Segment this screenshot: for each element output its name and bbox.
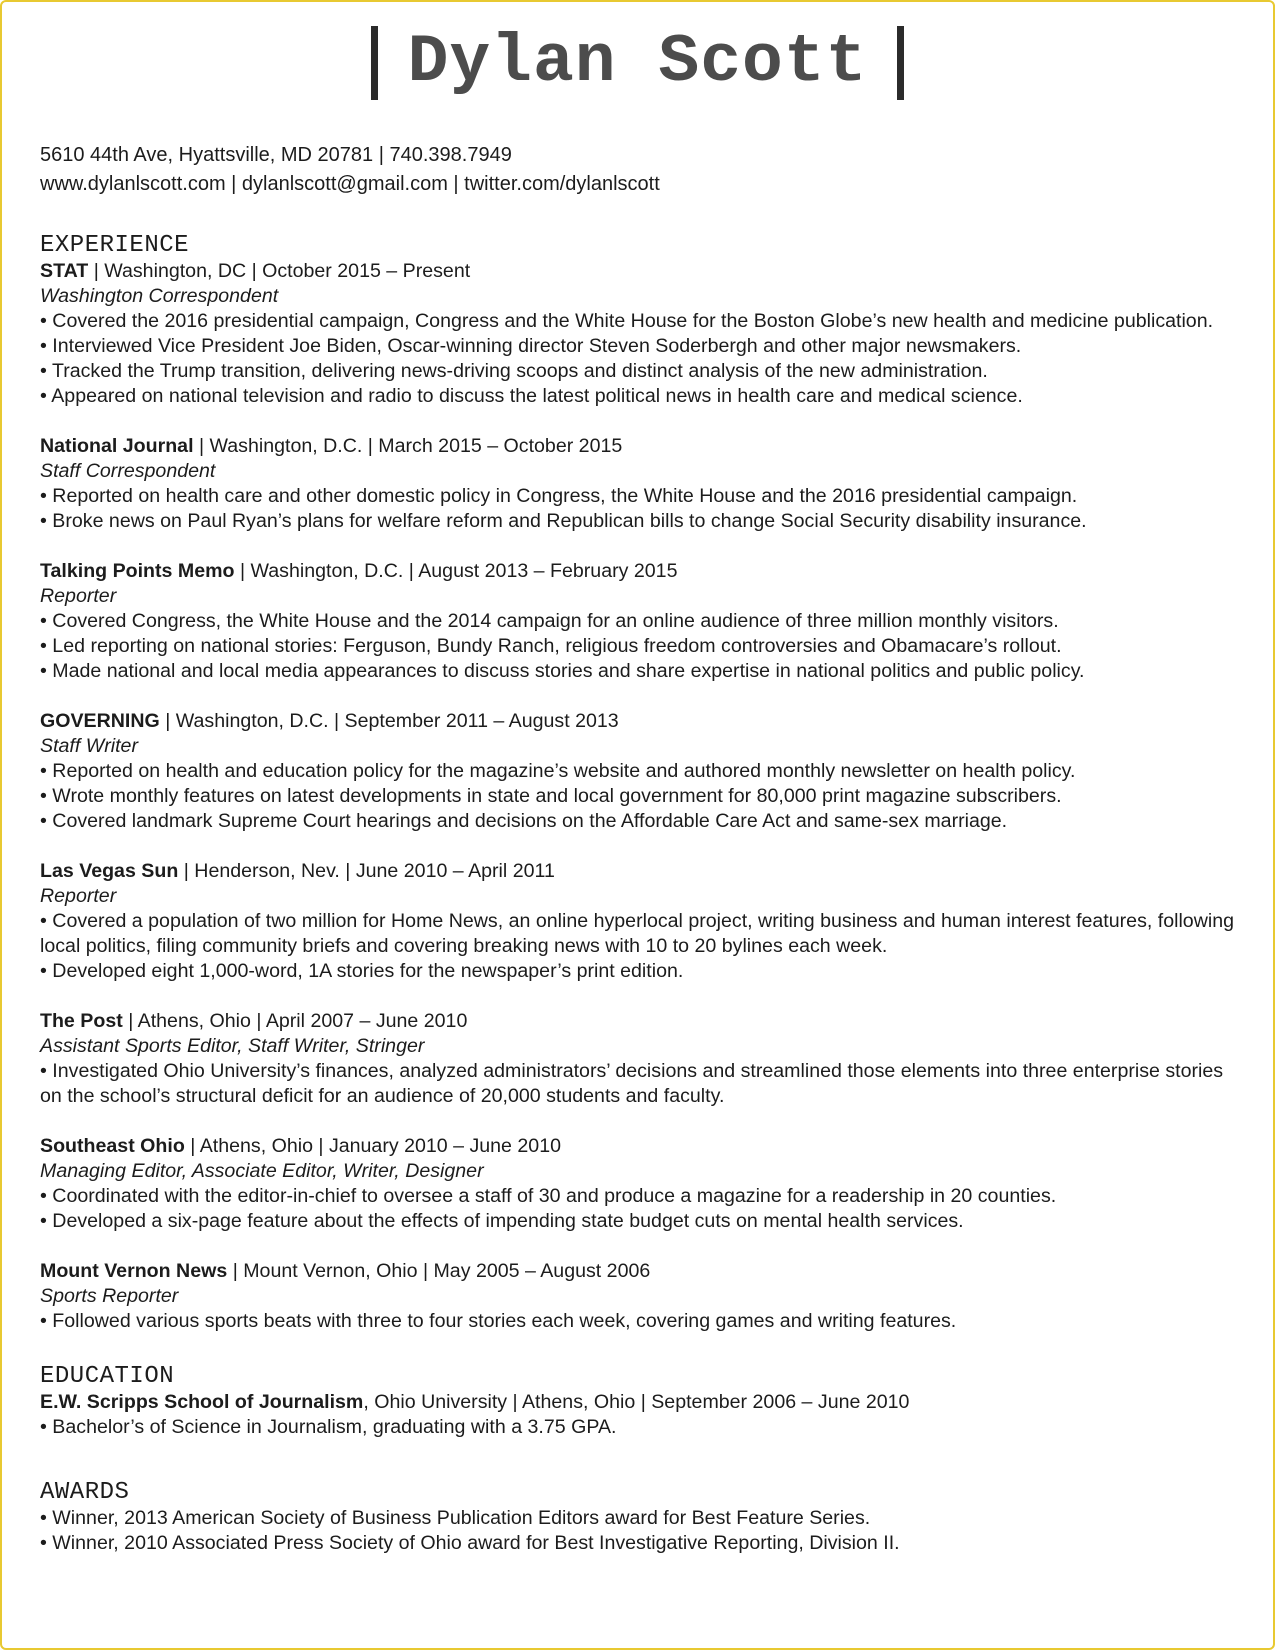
- job-title: Staff Writer: [40, 735, 138, 757]
- education-section: [40, 1364, 1245, 1440]
- job-title: Staff Correspondent: [40, 460, 216, 482]
- education-heading: EDUCATION: [40, 1363, 175, 1390]
- bullet-item: • Covered a population of two million for Home News, an online hyperlocal project, writing business and human interest features, following local politics, filing community briefs and covering breaking news with 10 to 20 bylines each week.: [40, 910, 1234, 957]
- entry-details: | Washington, DC | October 2015 – Present: [88, 260, 471, 282]
- bullet-item: • Covered Congress, the White House and the 2014 campaign for an online audience of three million monthly visitors.: [40, 610, 1059, 632]
- job-title: Reporter: [40, 885, 117, 907]
- awards-section: [40, 1480, 1245, 1556]
- experience-heading: EXPERIENCE: [40, 232, 190, 259]
- bullet-item: • Winner, 2013 American Society of Business Publication Editors award for Best Feature Series.: [40, 1507, 871, 1529]
- bullet-item: • Followed various sports beats with three to four stories each week, covering games and writing features.: [40, 1310, 957, 1332]
- bullet-item: • Tracked the Trump transition, delivering news-driving scoops and distinct analysis of the new administration.: [40, 360, 988, 382]
- experience-entry: [40, 859, 1245, 984]
- resume-body: [40, 233, 1245, 1556]
- entry-header: [40, 1259, 1245, 1284]
- employer-name: STAT: [40, 260, 89, 282]
- experience-entry: [40, 559, 1245, 684]
- bullet-item: • Covered landmark Supreme Court hearings and decisions on the Affordable Care Act and same-sex marriage.: [40, 810, 1008, 832]
- entry-header: [40, 1134, 1245, 1159]
- employer-name: Talking Points Memo: [40, 560, 235, 582]
- job-title: Sports Reporter: [40, 1285, 179, 1307]
- entry-details: | Mount Vernon, Ohio | May 2005 – August 2006: [227, 1260, 651, 1282]
- name-header: [2, 24, 1273, 102]
- entry-details: | Athens, Ohio | January 2010 – June 2010: [184, 1135, 561, 1157]
- bullet-item: • Reported on health care and other domestic policy in Congress, the White House and the 2016 presidential campaign.: [40, 485, 1078, 507]
- bullet-item: • Winner, 2010 Associated Press Society of Ohio award for Best Investigative Reporting, Division II.: [40, 1532, 900, 1554]
- entry-details: | Athens, Ohio | April 2007 – June 2010: [122, 1010, 468, 1032]
- employer-name: Mount Vernon News: [40, 1260, 228, 1282]
- employer-name: Las Vegas Sun: [40, 860, 179, 882]
- education-header: [40, 1390, 1245, 1415]
- bullet-item: • Bachelor’s of Science in Journalism, graduating with a 3.75 GPA.: [40, 1416, 617, 1438]
- employer-name: GOVERNING: [40, 710, 160, 732]
- employer-name: National Journal: [40, 435, 194, 457]
- contact-address-phone: 5610 44th Ave, Hyattsville, MD 20781 | 740.398.7949: [40, 144, 512, 166]
- name-bar-right: [897, 26, 904, 100]
- entry-details: | Henderson, Nev. | June 2010 – April 2011: [178, 860, 555, 882]
- entry-details: | Washington, D.C. | March 2015 – October 2015: [193, 435, 623, 457]
- bullet-item: • Made national and local media appearances to discuss stories and share expertise in national politics and public policy.: [40, 660, 1085, 682]
- education-details: , Ohio University | Athens, Ohio | September 2006 – June 2010: [363, 1391, 910, 1413]
- job-title: Washington Correspondent: [40, 285, 279, 307]
- name-bar-left: [371, 26, 378, 100]
- experience-entry: [40, 1134, 1245, 1234]
- entry-details: | Washington, D.C. | August 2013 – February 2015: [234, 560, 678, 582]
- job-title: Managing Editor, Associate Editor, Writer, Designer: [40, 1160, 484, 1182]
- contact-info: [40, 141, 660, 199]
- job-title: Reporter: [40, 585, 117, 607]
- experience-entry: [40, 1259, 1245, 1334]
- school-name: E.W. Scripps School of Journalism: [40, 1391, 364, 1413]
- entry-header: [40, 434, 1245, 459]
- bullet-item: • Reported on health and education policy for the magazine’s website and authored monthly newsletter on health policy.: [40, 760, 1076, 782]
- bullet-item: • Appeared on national television and radio to discuss the latest political news in health care and medical science.: [40, 385, 1023, 407]
- entry-header: [40, 1009, 1245, 1034]
- job-title: Assistant Sports Editor, Staff Writer, Stringer: [40, 1035, 425, 1057]
- bullet-item: • Wrote monthly features on latest developments in state and local government for 80,000 print magazine subscribers.: [40, 785, 1062, 807]
- entry-header: [40, 709, 1245, 734]
- experience-entry: [40, 259, 1245, 409]
- awards-heading: AWARDS: [40, 1479, 130, 1506]
- entry-details: | Washington, D.C. | September 2011 – August 2013: [159, 710, 619, 732]
- bullet-item: • Investigated Ohio University’s finances, analyzed administrators’ decisions and streamlined those elements into three enterprise stories on the school’s structural deficit for an audience of 20,000 students and faculty.: [40, 1060, 1224, 1107]
- experience-entry: [40, 1009, 1245, 1109]
- experience-section: [40, 233, 1245, 1334]
- entry-header: [40, 859, 1245, 884]
- bullet-item: • Led reporting on national stories: Ferguson, Bundy Ranch, religious freedom controversies and Obamacare’s rollout.: [40, 635, 1062, 657]
- bullet-item: • Covered the 2016 presidential campaign, Congress and the White House for the Boston Globe’s new health and medicine publication.: [40, 310, 1214, 332]
- entry-header: [40, 559, 1245, 584]
- bullet-item: • Broke news on Paul Ryan’s plans for welfare reform and Republican bills to change Social Security disability insurance.: [40, 510, 1087, 532]
- bullet-item: • Developed a six-page feature about the effects of impending state budget cuts on mental health services.: [40, 1210, 964, 1232]
- employer-name: Southeast Ohio: [40, 1135, 185, 1157]
- bullet-item: • Coordinated with the editor-in-chief to oversee a staff of 30 and produce a magazine for a readership in 20 counties.: [40, 1185, 1057, 1207]
- experience-entry: [40, 709, 1245, 834]
- bullet-item: • Developed eight 1,000-word, 1A stories for the newspaper’s print edition.: [40, 960, 684, 982]
- employer-name: The Post: [40, 1010, 123, 1032]
- entry-header: [40, 259, 1245, 284]
- contact-web-links: www.dylanlscott.com | dylanlscott@gmail.com | twitter.com/dylanlscott: [40, 173, 660, 195]
- candidate-name: Dylan Scott: [407, 24, 868, 101]
- experience-entry: [40, 434, 1245, 534]
- bullet-item: • Interviewed Vice President Joe Biden, Oscar-winning director Steven Soderbergh and other major newsmakers.: [40, 335, 1022, 357]
